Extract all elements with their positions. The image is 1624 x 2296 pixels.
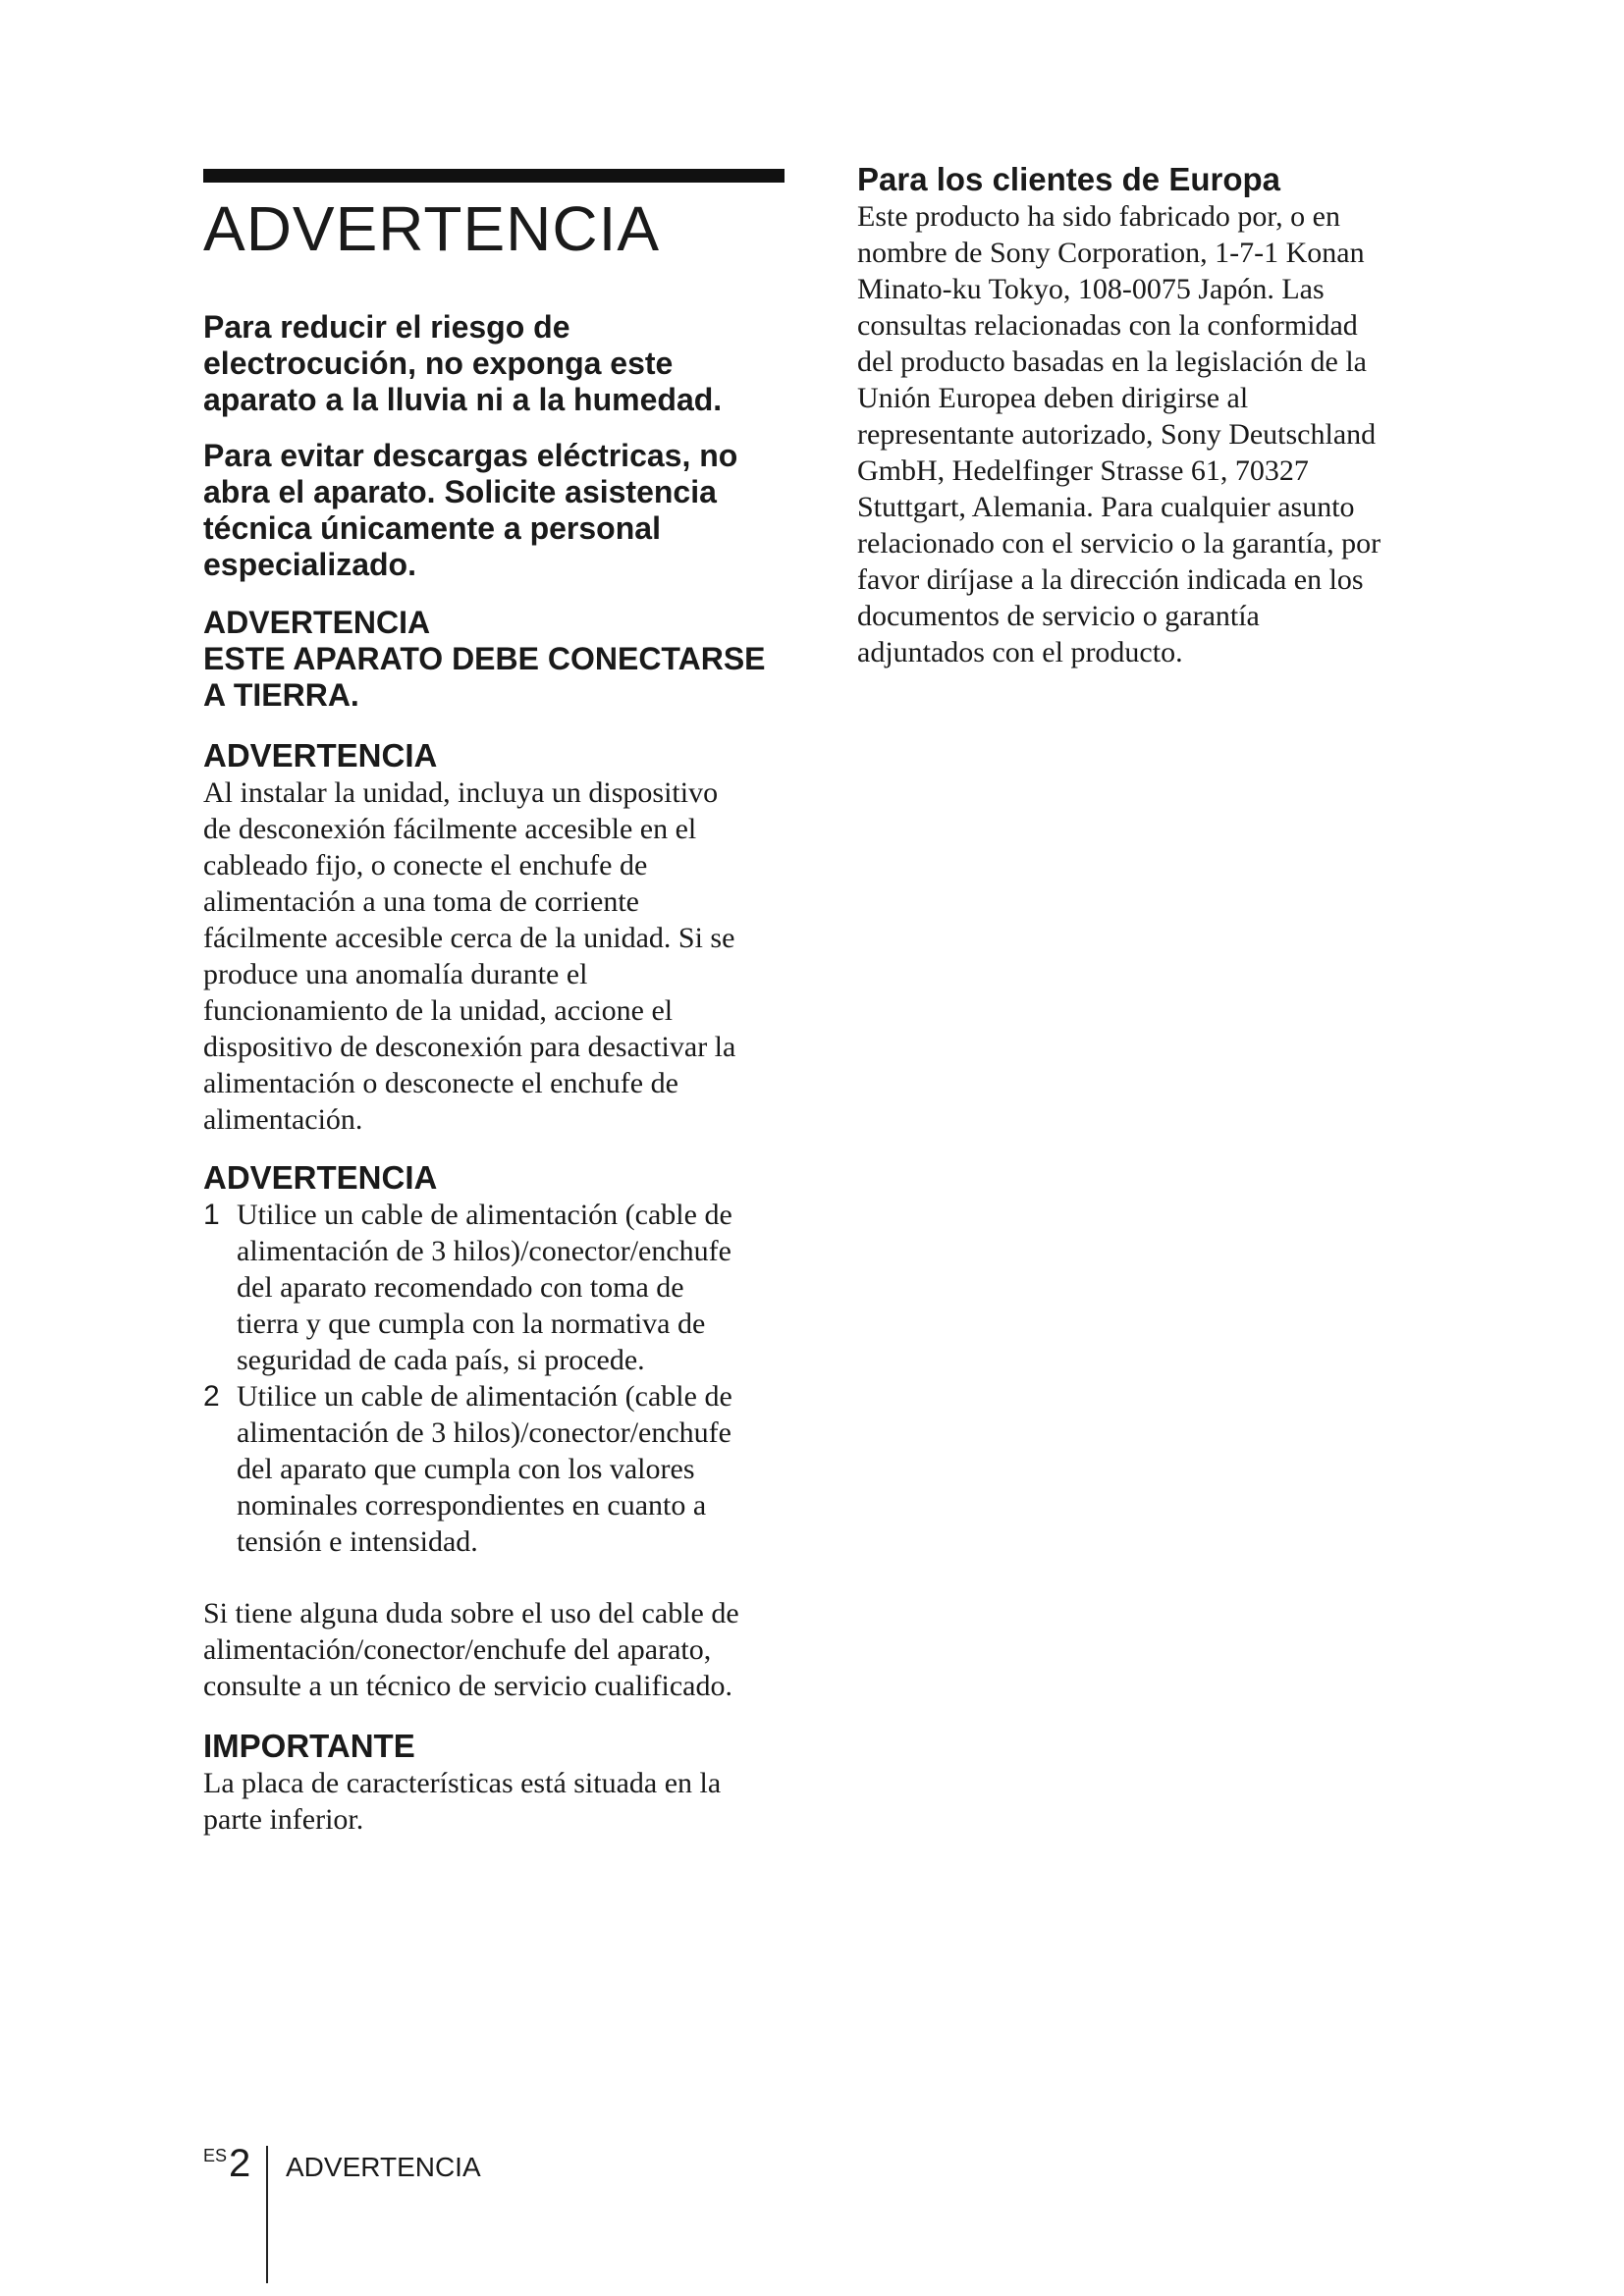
warning-ground: ADVERTENCIA ESTE APARATO DEBE CONECTARSE A TIERRA. <box>203 605 766 714</box>
right-column <box>857 161 1436 670</box>
section-heading-important: IMPORTANTE <box>203 1728 415 1765</box>
list-item: 2 Utilice un cable de alimentación (cable de alimentación de 3 hilos)/conector/enchufe del aparato que cumpla con los valores nominales correspondientes en cuanto a tensión e intensidad. <box>203 1380 732 1559</box>
warning-electrocution: Para reducir el riesgo de electrocución, no exponga este aparato a la lluvia ni a la humedad. <box>203 309 723 418</box>
left-column <box>203 169 792 1838</box>
footer-section-label: ADVERTENCIA <box>286 2152 481 2182</box>
footer-language: ES <box>203 2146 228 2165</box>
title-rule <box>203 169 785 183</box>
section-heading-europe: Para los clientes de Europa <box>857 161 1280 197</box>
section-heading-disconnect: ADVERTENCIA <box>203 737 438 774</box>
nameplate-paragraph: La placa de características está situada en la parte inferior. <box>203 1767 722 1837</box>
page-number: 2 <box>229 2142 251 2185</box>
cable-note-paragraph: Si tiene alguna duda sobre el uso del cable de alimentación/conector/enchufe del aparato, consulte a un técnico de servicio cualificado. <box>203 1597 739 1703</box>
europe-paragraph: Este producto ha sido fabricado por, o en nombre de Sony Corporation, 1-7-1 Konan Minato-ku Tokyo, 108-0075 Japón. Las consultas relacionadas con la conformidad del producto basadas en la legislación de la Unión Europea deben dirigirse al representante autorizado, Sony Deutschland GmbH, Hedelfinger Strasse 61, 70327 Stuttgart, Alemania. Para cualquier asunto relacionado con el servicio o la garantía, por favor diríjase a la dirección indicada en los documentos de servicio o garantía adjuntados con el producto. <box>857 200 1381 668</box>
page-title: ADVERTENCIA <box>203 193 661 264</box>
warning-open-device: Para evitar descargas eléctricas, no abra el aparato. Solicite asistencia técnica únicamente a personal especializado. <box>203 438 738 583</box>
disconnect-paragraph: Al instalar la unidad, incluya un dispositivo de desconexión fácilmente accesible en el cableado fijo, o conecte el enchufe de alimentación a una toma de corriente fácilmente accesible cerca de la unidad. Si se produce una anomalía durante el funcionamiento de la unidad, accione el dispositivo de desconexión para desactivar la alimentación o desconecte el enchufe de alimentación. <box>203 776 736 1137</box>
section-heading-power-cable: ADVERTENCIA <box>203 1159 438 1197</box>
list-item: 1 Utilice un cable de alimentación (cable de alimentación de 3 hilos)/conector/enchufe del aparato recomendado con toma de tierra y que cumpla con la normativa de seguridad de cada país, si procede. <box>203 1199 732 1377</box>
footer-divider <box>266 2146 268 2283</box>
